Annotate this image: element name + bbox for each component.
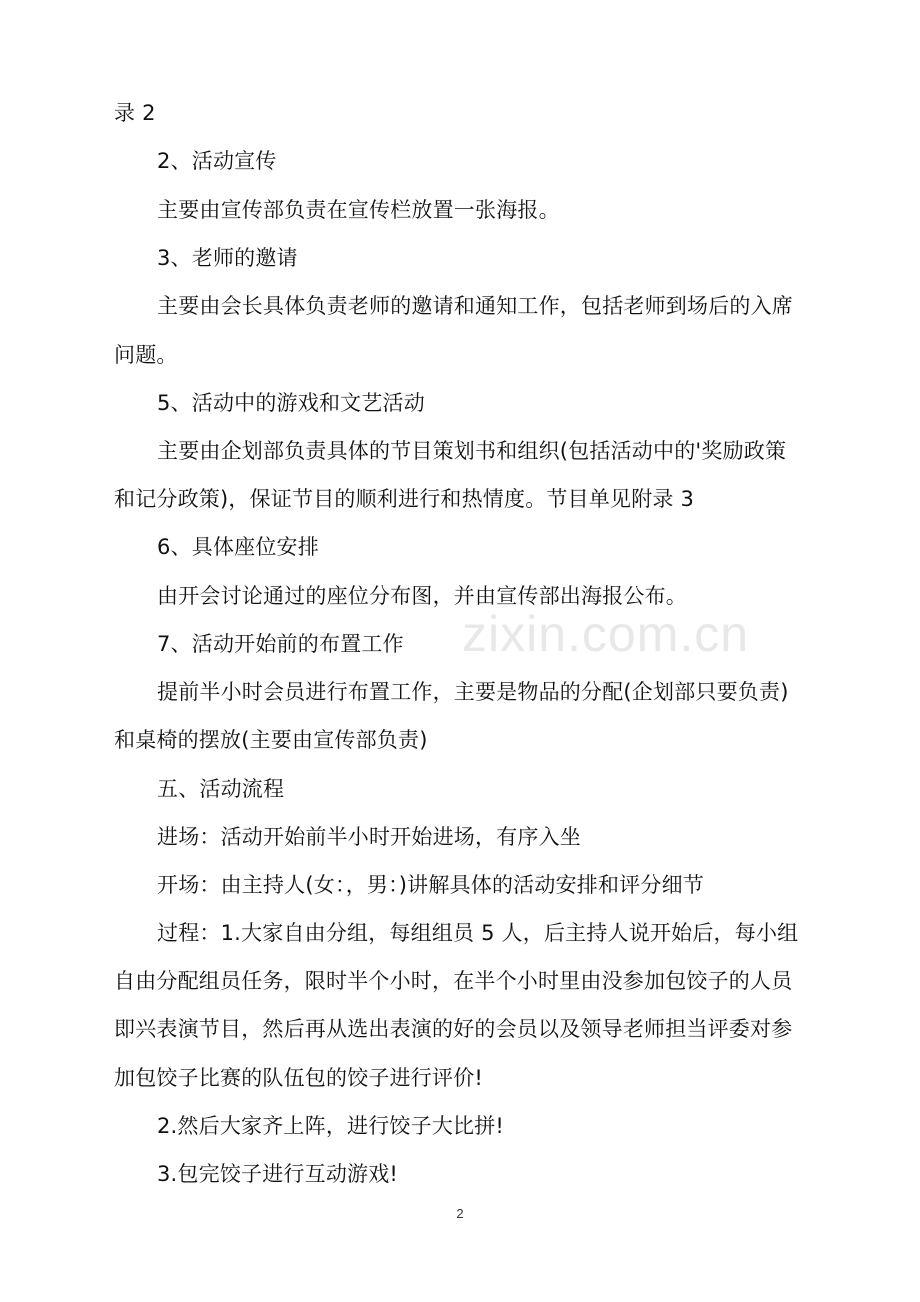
section-heading: 五、活动流程	[157, 777, 285, 801]
paragraph-line: 问题。	[114, 343, 178, 367]
paragraph-line: 主要由会长具体负责老师的邀请和通知工作，包括老师到场后的入席	[157, 294, 793, 318]
section-heading: 3、老师的邀请	[157, 246, 298, 270]
section-heading: 5、活动中的游戏和文艺活动	[157, 391, 425, 415]
section-heading: 6、具体座位安排	[157, 535, 319, 559]
section-heading: 2、活动宣传	[157, 149, 277, 173]
paragraph-line: 2.然后大家齐上阵，进行饺子大比拼!	[157, 1114, 505, 1138]
paragraph-line: 加包饺子比赛的队伍包的饺子进行评价!	[114, 1066, 484, 1090]
watermark: zixin.com.cn	[462, 606, 750, 662]
paragraph-line: 开场：由主持人(女：，男：)讲解具体的活动安排和评分细节	[157, 873, 704, 897]
paragraph-line: 过程：1.大家自由分组，每组组员 5 人，后主持人说开始后，每小组	[157, 921, 799, 945]
paragraph-line: 由开会讨论通过的座位分布图，并由宣传部出海报公布。	[157, 584, 687, 608]
paragraph-line: 自由分配组员任务，限时半个小时，在半个小时里由没参加包饺子的人员	[114, 969, 793, 993]
paragraph-line: 和记分政策)，保证节目的顺利进行和热情度。节目单见附录 3	[114, 487, 695, 511]
paragraph-line: 即兴表演节目，然后再从选出表演的好的会员以及领导老师担当评委对参	[114, 1017, 793, 1041]
section-heading: 7、活动开始前的布置工作	[157, 632, 404, 656]
paragraph-line: 和桌椅的摆放(主要由宣传部负责)	[114, 728, 428, 752]
paragraph-line: 主要由企划部负责具体的节目策划书和组织(包括活动中的'奖励政策	[157, 439, 787, 463]
text-line: 录 2	[114, 101, 156, 125]
paragraph-line: 提前半小时会员进行布置工作，主要是物品的分配(企划部只要负责)	[157, 680, 789, 704]
paragraph-line: 主要由宣传部负责在宣传栏放置一张海报。	[157, 198, 560, 222]
page-number: 2	[456, 1206, 464, 1221]
paragraph-line: 3.包完饺子进行互动游戏!	[157, 1162, 399, 1186]
paragraph-line: 进场：活动开始前半小时开始进场，有序入坐	[157, 825, 581, 849]
